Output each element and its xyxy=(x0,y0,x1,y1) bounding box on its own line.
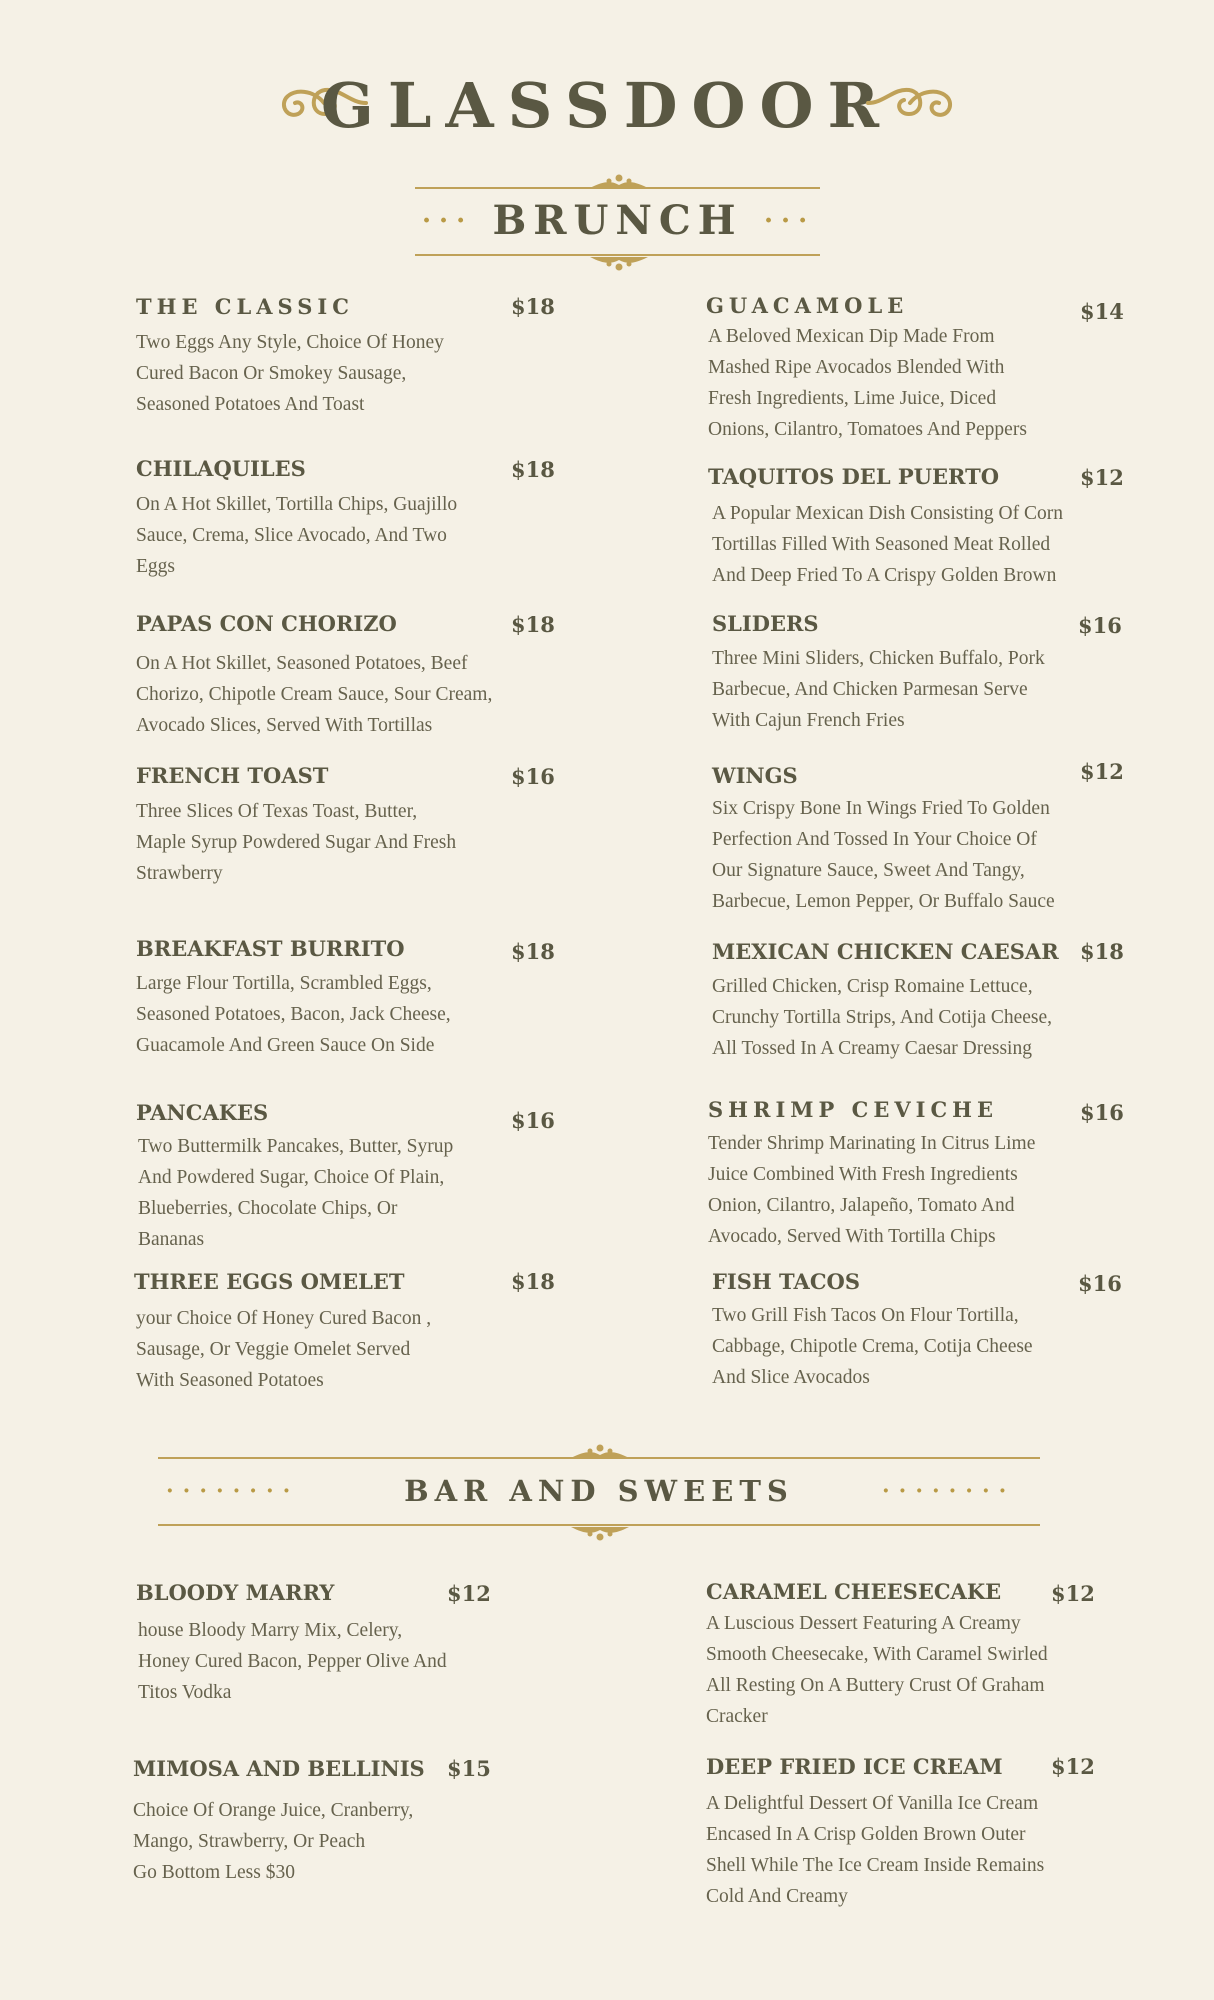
menu-item-price: $16 xyxy=(1080,1100,1124,1125)
menu-item-name: GUACAMOLE xyxy=(706,293,909,318)
menu-item-description: On A Hot Skillet, Tortilla Chips, Guajillo Sauce, Crema, Slice Avocado, And Two Eggs xyxy=(136,494,458,577)
menu-item-price: $14 xyxy=(1080,299,1124,324)
menu-item-description: A Popular Mexican Dish Consisting Of Corn Tortillas Filled With Seasoned Meat Rolled And Deep Fried To A Crispy Golden Brown xyxy=(712,503,1063,586)
menu-item-description: Large Flour Tortilla, Scrambled Eggs, Seasoned Potatoes, Bacon, Jack Cheese, Guacamole And Green Sauce On Side xyxy=(136,973,451,1056)
menu-item-description: A Beloved Mexican Dip Made From Mashed Ripe Avocados Blended With Fresh Ingredients, Lime Juice, Diced Onions, Cilantro, Tomatoes And Peppers xyxy=(708,326,1027,440)
brunch-right-dots: ··· xyxy=(764,206,816,236)
menu-item-price: $18 xyxy=(511,294,555,319)
crown-ornament-icon xyxy=(588,174,650,190)
menu-item-description: Tender Shrimp Marinating In Citrus Lime Juice Combined With Fresh Ingredients Onion, Cilantro, Jalapeño, Tomato And Avocado, Served With Tortilla Chips xyxy=(708,1133,1036,1247)
menu-item-name: SLIDERS xyxy=(712,611,819,636)
menu-item-name: MEXICAN CHICKEN CAESAR xyxy=(712,939,1059,964)
menu-item-description: Two Buttermilk Pancakes, Butter, Syrup And Powdered Sugar, Choice Of Plain, Blueberries, Chocolate Chips, Or Bananas xyxy=(138,1136,454,1250)
brunch-section-title: BRUNCH xyxy=(492,197,743,244)
bar-left-dots: ········ xyxy=(166,1478,300,1504)
menu-item-price: $16 xyxy=(1078,1271,1122,1296)
right-swirl-ornament-icon xyxy=(864,80,954,126)
menu-item-price: $12 xyxy=(1080,465,1124,490)
menu-item-description: Choice Of Orange Juice, Cranberry, Mango, Strawberry, Or Peach Go Bottom Less $30 xyxy=(133,1800,414,1883)
menu-item-name: THE CLASSIC xyxy=(136,294,354,319)
menu-item-price: $12 xyxy=(1080,759,1124,784)
menu-item-description: Three Mini Sliders, Chicken Buffalo, Pork Barbecue, And Chicken Parmesan Serve With Cajun French Fries xyxy=(712,648,1045,731)
menu-item-description: house Bloody Marry Mix, Celery, Honey Cured Bacon, Pepper Olive And Titos Vodka xyxy=(138,1620,447,1703)
menu-item-name: DEEP FRIED ICE CREAM xyxy=(706,1754,1003,1779)
menu-item-description: Two Eggs Any Style, Choice Of Honey Cured Bacon Or Smokey Sausage, Seasoned Potatoes And Toast xyxy=(136,332,444,415)
menu-item-description: Six Crispy Bone In Wings Fried To Golden Perfection And Tossed In Your Choice Of Our Signature Sauce, Sweet And Tangy, Barbecue, Lemon Pepper, Or Buffalo Sauce xyxy=(712,798,1055,912)
menu-item-price: $12 xyxy=(447,1581,491,1606)
menu-item-name: FRENCH TOAST xyxy=(136,763,329,788)
menu-item-description: Two Grill Fish Tacos On Flour Tortilla, Cabbage, Chipotle Crema, Cotija Cheese And Slice Avocados xyxy=(712,1305,1033,1388)
menu-item-name: WINGS xyxy=(712,763,798,788)
menu-item-price: $16 xyxy=(1078,613,1122,638)
bar-section-title: BAR AND SWEETS xyxy=(404,1474,794,1508)
menu-item-price: $18 xyxy=(511,612,555,637)
menu-item-price: $15 xyxy=(447,1756,491,1781)
crown-ornament-icon xyxy=(588,255,650,271)
menu-item-price: $12 xyxy=(1051,1754,1095,1779)
menu-item-name: SHRIMP CEVICHE xyxy=(708,1097,999,1122)
menu-item-price: $12 xyxy=(1051,1581,1095,1606)
menu-item-price: $18 xyxy=(511,457,555,482)
menu-item-name: CHILAQUILES xyxy=(136,456,306,481)
menu-item-price: $16 xyxy=(511,1108,555,1133)
menu-item-price: $16 xyxy=(511,764,555,789)
menu-item-name: CARAMEL CHEESECAKE xyxy=(706,1579,1002,1604)
menu-item-description: Grilled Chicken, Crisp Romaine Lettuce, Crunchy Tortilla Strips, And Cotija Cheese, All Tossed In A Creamy Caesar Dressing xyxy=(712,976,1053,1059)
menu-item-name: THREE EGGS OMELET xyxy=(134,1269,405,1294)
menu-item-name: PAPAS CON CHORIZO xyxy=(136,611,397,636)
menu-item-description: On A Hot Skillet, Seasoned Potatoes, Beef Chorizo, Chipotle Cream Sauce, Sour Cream, Avocado Slices, Served With Tortillas xyxy=(136,653,493,736)
bar-right-dots: ········ xyxy=(882,1478,1016,1504)
menu-item-name: BREAKFAST BURRITO xyxy=(136,936,405,961)
brunch-left-dots: ··· xyxy=(422,206,474,236)
crown-ornament-icon xyxy=(569,1444,631,1460)
menu-item-description: A Delightful Dessert Of Vanilla Ice Cream Encased In A Crisp Golden Brown Outer Shell While The Ice Cream Inside Remains Cold And Creamy xyxy=(706,1793,1045,1907)
menu-item-name: TAQUITOS DEL PUERTO xyxy=(708,464,1000,489)
menu-item-price: $18 xyxy=(511,1269,555,1294)
menu-item-description: your Choice Of Honey Cured Bacon , Sausage, Or Veggie Omelet Served With Seasoned Potatoes xyxy=(136,1308,432,1391)
menu-item-description: Three Slices Of Texas Toast, Butter, Maple Syrup Powdered Sugar And Fresh Strawberry xyxy=(136,801,457,884)
menu-item-name: FISH TACOS xyxy=(712,1269,860,1294)
menu-item-name: MIMOSA AND BELLINIS xyxy=(133,1756,425,1781)
menu-item-description: A Luscious Dessert Featuring A Creamy Smooth Cheesecake, With Caramel Swirled All Resting On A Buttery Crust Of Graham Cracker xyxy=(706,1613,1048,1727)
brand-title: GLASSDOOR xyxy=(320,69,894,142)
menu-item-price: $18 xyxy=(1080,939,1124,964)
menu-item-price: $18 xyxy=(511,939,555,964)
menu-item-name: BLOODY MARRY xyxy=(136,1580,335,1605)
crown-ornament-icon xyxy=(569,1525,631,1541)
menu-item-name: PANCAKES xyxy=(136,1100,269,1125)
